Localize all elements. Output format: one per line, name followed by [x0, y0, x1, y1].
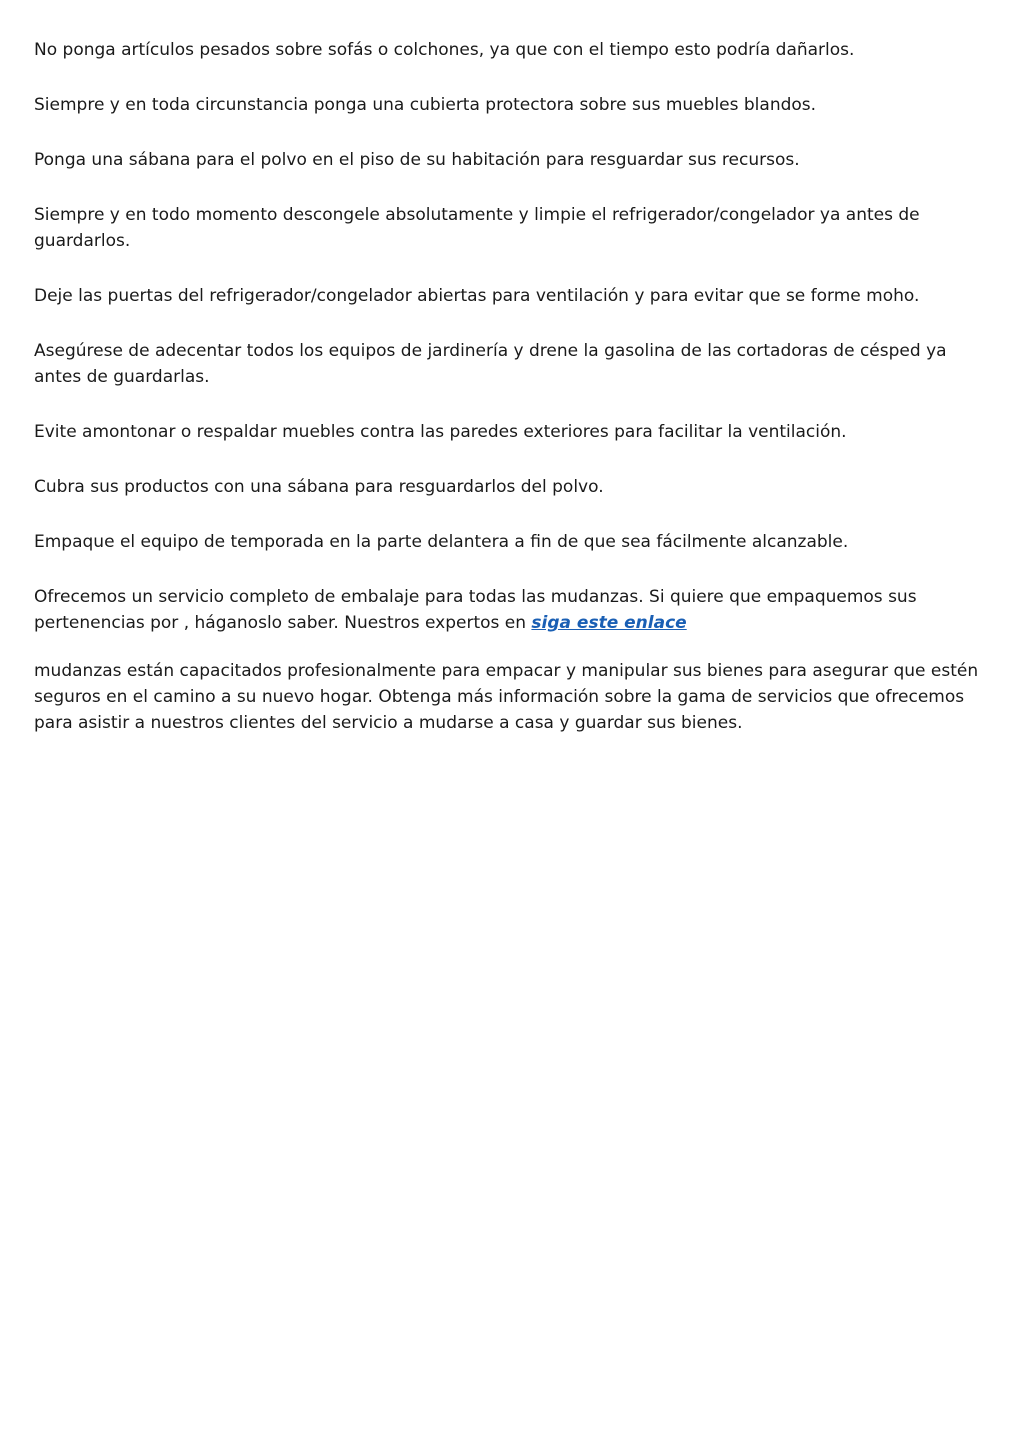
- paragraph-seasonal-equipment: Empaque el equipo de temporada en la parte delantera a fin de que sea fácilmente alcanzable.: [34, 532, 849, 552]
- paragraph-dust-sheet-floor: Ponga una sábana para el polvo en el piso de su habitación para resguardar sus recursos.: [34, 150, 800, 170]
- paragraph-protective-cover: Siempre y en toda circunstancia ponga una cubierta protectora sobre sus muebles blandos.: [34, 95, 817, 115]
- paragraph-fridge-doors: Deje las puertas del refrigerador/congelador abiertas para ventilación y para evitar que se forme moho.: [34, 286, 920, 306]
- document-body: [34, 37, 994, 765]
- paragraph-movers-info: mudanzas están capacitados profesionalmente para empacar y manipular sus bienes para asegurar que estén seguros en el camino a su nuevo hogar. Obtenga más información sobre la gama de servicios que ofrecemos para asistir a nuestros clientes del servicio a mudarse a casa y guardar sus bienes.: [34, 661, 979, 733]
- paragraph-ventilation: Evite amontonar o respaldar muebles contra las paredes exteriores para facilitar la ventilación.: [34, 422, 847, 442]
- packing-service-text: Ofrecemos un servicio completo de embalaje para todas las mudanzas. Si quiere que empaquemos sus pertenencias por , háganoslo saber. Nuestros expertos en: [34, 587, 917, 633]
- paragraph-cover-products: Cubra sus productos con una sábana para resguardarlos del polvo.: [34, 477, 604, 497]
- paragraph-packing-service: [34, 584, 994, 636]
- follow-link[interactable]: siga este enlace: [531, 613, 687, 633]
- paragraph-garden-equipment: Asegúrese de adecentar todos los equipos de jardinería y drene la gasolina de las cortadoras de césped ya antes de guardarlas.: [34, 341, 947, 387]
- paragraph-defrost-fridge: Siempre y en todo momento descongele absolutamente y limpie el refrigerador/congelador ya antes de guardarlos.: [34, 205, 920, 251]
- paragraph-heavy-items: No ponga artículos pesados sobre sofás o colchones, ya que con el tiempo esto podría dañarlos.: [34, 40, 855, 60]
